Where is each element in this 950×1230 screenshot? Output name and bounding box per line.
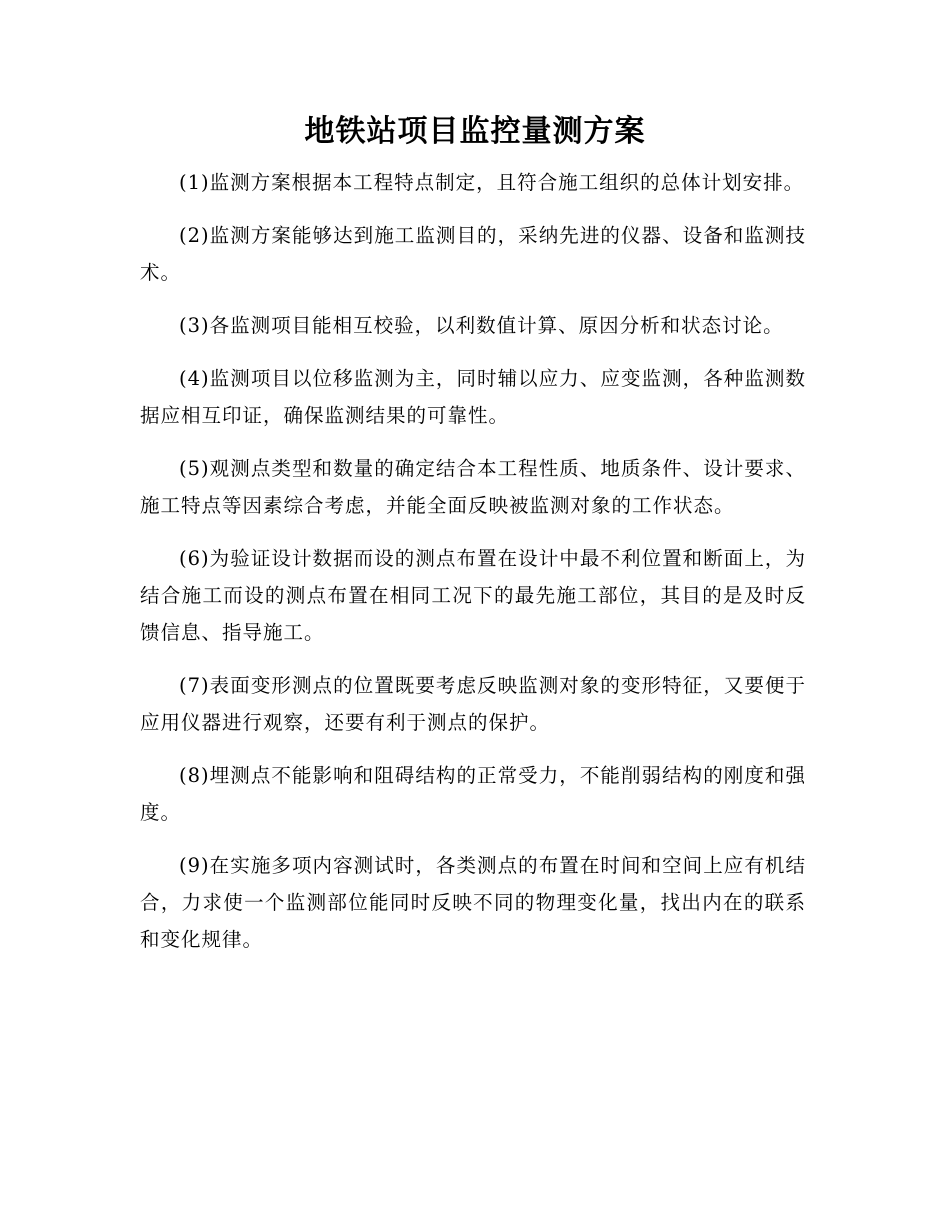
paragraph-1: (1)监测方案根据本工程特点制定，且符合施工组织的总体计划安排。 [179,171,805,194]
document-body [140,164,806,974]
paragraph-4: (4)监测项目以位移监测为主，同时辅以应力、应变监测，各种监测数据应相互印证，确保监测结果的可靠性。 [140,367,806,427]
document-title: 地铁站项目监控量测方案 [304,114,646,149]
paragraph-7: (7)表面变形测点的位置既要考虑反映监测对象的变形特征，又要便于应用仪器进行观察，还要有利于测点的保护。 [140,674,806,734]
paragraph-9: (9)在实施多项内容测试时，各类测点的布置在时间和空间上应有机结合，力求使一个监测部位能同时反映不同的物理变化量，找出内在的联系和变化规律。 [140,854,806,951]
paragraph-2: (2)监测方案能够达到施工监测目的，采纳先进的仪器、设备和监测技术。 [140,224,806,284]
paragraph-8: (8)埋测点不能影响和阻碍结构的正常受力，不能削弱结构的刚度和强度。 [140,764,806,824]
paragraph-5: (5)观测点类型和数量的确定结合本工程性质、地质条件、设计要求、施工特点等因素综合考虑，并能全面反映被监测对象的工作状态。 [140,457,806,517]
paragraph-6: (6)为验证设计数据而设的测点布置在设计中最不利位置和断面上，为结合施工而设的测点布置在相同工况下的最先施工部位，其目的是及时反馈信息、指导施工。 [140,547,806,644]
paragraph-3: (3)各监测项目能相互校验，以利数值计算、原因分析和状态讨论。 [179,314,784,337]
